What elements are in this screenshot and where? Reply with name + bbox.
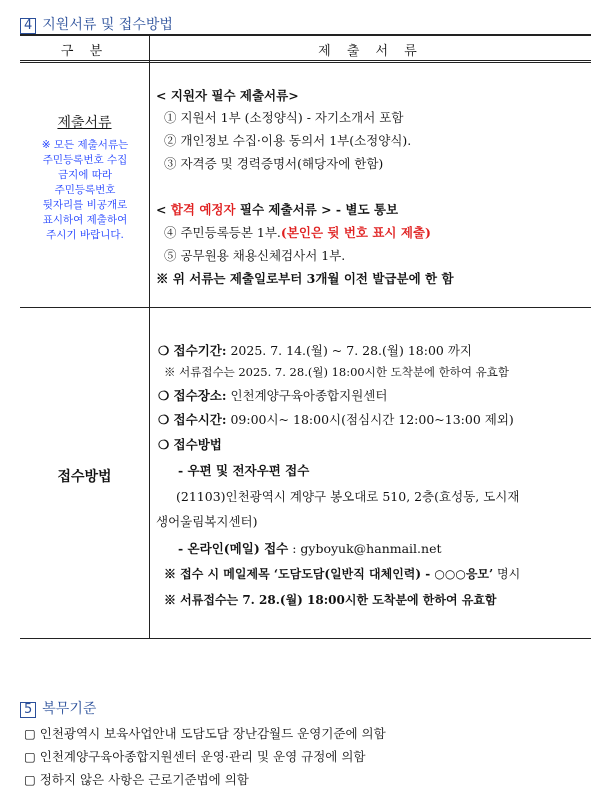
address-line-1: (21103)인천광역시 계양구 봉오대로 510, 2층(효성동, 도시재 bbox=[176, 489, 520, 504]
finalist-title-rest: 필수 제출서류 > - 별도 통보 bbox=[235, 202, 399, 217]
applicant-docs-title: < 지원자 필수 제출서류> bbox=[156, 88, 299, 103]
time-label: ❍ 접수시간: bbox=[158, 412, 227, 427]
header-documents: 제 출 서 류 bbox=[318, 44, 423, 59]
rule-item-3: ▢ 정하지 않은 사항은 근로기준법에 의함 bbox=[24, 772, 249, 787]
time-line bbox=[158, 410, 514, 428]
row-divider bbox=[20, 307, 591, 308]
place-label: ❍ 접수장소: bbox=[158, 388, 227, 403]
section-5-title bbox=[20, 698, 96, 718]
section-number: 5 bbox=[20, 702, 36, 718]
finalist-docs-title bbox=[156, 200, 398, 218]
address-line-2: 생어울림복지센터) bbox=[156, 514, 258, 529]
subject-note-rest: 명시 bbox=[493, 567, 521, 581]
section-title-text: 복무기준 bbox=[42, 701, 97, 717]
privacy-note bbox=[24, 138, 146, 243]
validity-note: ※ 위 서류는 제출일로부터 3개월 이전 발급분에 한 함 bbox=[156, 271, 454, 286]
note-line: 표시하여 제출하여 bbox=[42, 214, 128, 226]
header-bottom-border-double bbox=[20, 62, 591, 63]
section-title-text: 지원서류 및 접수방법 bbox=[42, 17, 173, 33]
doc-item-4-red: (본인은 뒷 번호 표시 제출) bbox=[280, 225, 431, 240]
rule-item-2: ▢ 인천계양구육아종합지원센터 운영·관리 및 운영 규정에 의함 bbox=[24, 749, 366, 764]
place-line bbox=[158, 386, 387, 404]
period-value: 2025. 7. 14.(월) ~ 7. 28.(월) 18:00 까지 bbox=[226, 343, 472, 358]
doc-item-3: ③ 자격증 및 경력증명서(해당자에 한함) bbox=[164, 156, 384, 171]
doc-item-4-text: ④ 주민등록등본 1부. bbox=[164, 225, 281, 240]
doc-item-5: ⑤ 공무원용 채용신체검사서 1부. bbox=[164, 248, 346, 263]
header-bottom-border bbox=[20, 60, 591, 61]
note-line: 주민등록번호 수집 bbox=[42, 154, 128, 166]
online-line bbox=[178, 539, 442, 557]
post-title: - 우편 및 전자우편 접수 bbox=[178, 463, 310, 478]
deadline-note: ※ 서류접수는 7. 28.(월) 18:00시한 도착분에 한하여 유효함 bbox=[164, 593, 497, 607]
note-line: 주시기 바랍니다. bbox=[46, 229, 124, 241]
period-note: ※ 서류접수는 2025. 7. 28.(월) 18:00시한 도착분에 한하여 유효함 bbox=[164, 365, 510, 379]
note-line: ※ 모든 제출서류는 bbox=[41, 139, 129, 151]
method-title: ❍ 접수방법 bbox=[158, 437, 222, 452]
section-number: 4 bbox=[20, 18, 36, 34]
period-label: ❍ 접수기간: bbox=[158, 343, 227, 358]
online-email: : gyboyuk@hanmail.net bbox=[288, 541, 442, 556]
section-4-title bbox=[20, 14, 173, 34]
note-line: 뒷자리를 비공개로 bbox=[42, 199, 128, 211]
place-value: 인천계양구육아종합지원센터 bbox=[226, 388, 388, 403]
period-line bbox=[158, 341, 472, 359]
time-value: 09:00시~ 18:00시(점심시간 12:00~13:00 제외) bbox=[226, 412, 514, 427]
row-label-method: 접수방법 bbox=[57, 469, 112, 485]
doc-item-2: ② 개인정보 수집·이용 동의서 1부(소정양식). bbox=[164, 133, 412, 148]
doc-item-4 bbox=[164, 223, 431, 241]
doc-item-1: ① 지원서 1부 (소정양식) - 자기소개서 포함 bbox=[164, 110, 404, 125]
column-divider bbox=[149, 36, 150, 639]
subject-note bbox=[164, 565, 520, 582]
finalist-highlight: 합격 예정자 bbox=[170, 202, 236, 217]
online-label: - 온라인(메일) 접수 bbox=[178, 541, 289, 556]
row-label-documents: 제출서류 bbox=[57, 115, 112, 131]
subject-note-bold: ※ 접수 시 메일제목 ‘도담도담(일반직 대체인력) - ○○○응모’ bbox=[164, 567, 494, 581]
table-bottom-border bbox=[20, 638, 591, 639]
note-line: 금지에 따라 bbox=[57, 169, 113, 181]
note-line: 주민등록번호 bbox=[54, 184, 116, 196]
header-category: 구 분 bbox=[60, 44, 109, 59]
bracket-open: < bbox=[156, 202, 171, 217]
rule-item-1: ▢ 인천광역시 보육사업안내 도담도담 장난감월드 운영기준에 의함 bbox=[24, 726, 386, 741]
table-top-border bbox=[20, 34, 591, 36]
